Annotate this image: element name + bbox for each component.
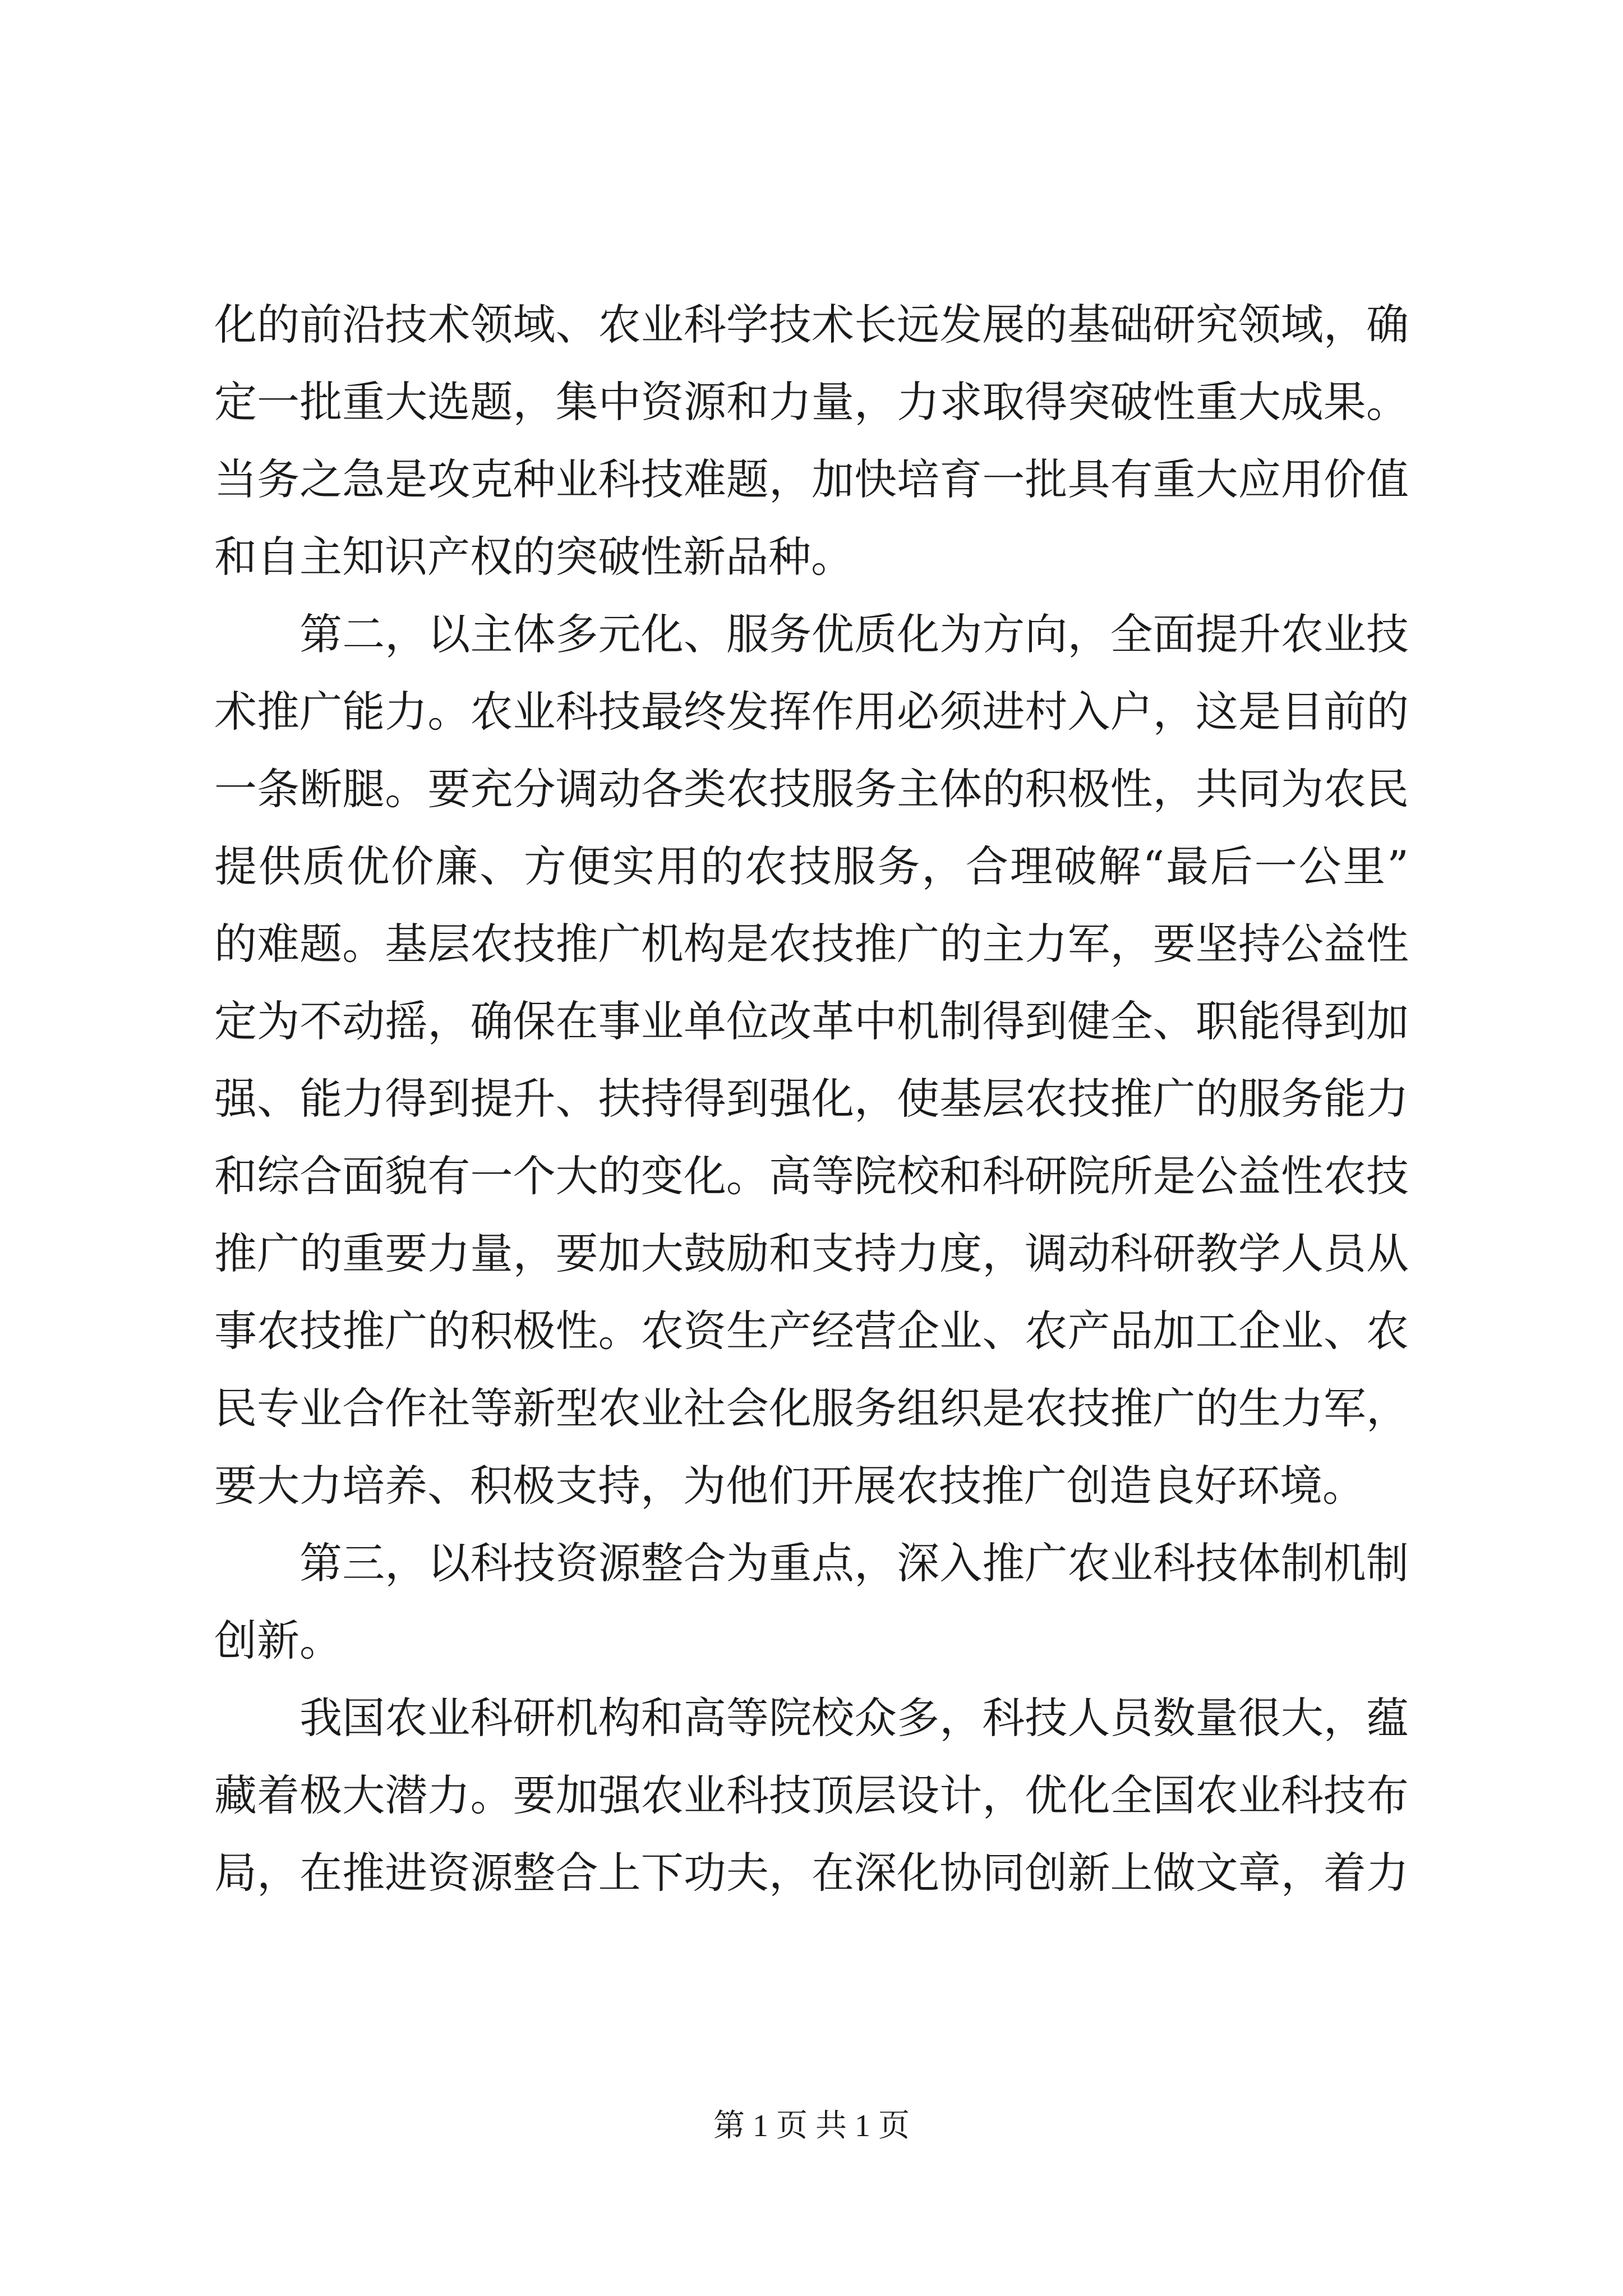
text-line: 当务之急是攻克种业科技难题，加快培育一批具有重大应用价值 [214,454,1409,504]
text-line: 和综合面貌有一个大的变化。高等院校和科研院所是公益性农技 [214,1151,1409,1201]
text-line: 第三，以科技资源整合为重点，深入推广农业科技体制机制 [214,1538,1409,1588]
text-line: 定为不动摇，确保在事业单位改革中机制得到健全、职能得到加 [214,996,1409,1046]
text-line: 和自主知识产权的突破性新品种。 [214,532,854,582]
page-number-footer: 第 1 页 共 1 页 [713,2109,910,2143]
text-line: 创新。 [214,1616,342,1665]
text-line: 事农技推广的积极性。农资生产经营企业、农产品加工企业、农 [214,1306,1409,1356]
text-line: 术推广能力。农业科技最终发挥作用必须进村入户，这是目前的 [214,687,1409,737]
text-line: 一条断腿。要充分调动各类农技服务主体的积极性，共同为农民 [214,764,1409,814]
text-line: 民专业合作社等新型农业社会化服务组织是农技推广的生力军， [214,1383,1409,1433]
document-body [214,286,1409,1912]
text-line: 强、能力得到提升、扶持得到强化，使基层农技推广的服务能力 [214,1074,1409,1124]
text-line: 要大力培养、积极支持，为他们开展农技推广创造良好环境。 [214,1461,1365,1511]
text-line: 提供质优价廉、方便实用的农技服务，合理破解“最后一公里” [214,841,1409,891]
text-line: 我国农业科研机构和高等院校众多，科技人员数量很大，蕴 [214,1693,1409,1743]
text-line: 局，在推进资源整合上下功夫，在深化协同创新上做文章，着力 [214,1848,1409,1898]
text-line: 的难题。基层农技推广机构是农技推广的主力军，要坚持公益性 [214,919,1409,969]
text-line: 藏着极大潜力。要加强农业科技顶层设计，优化全国农业科技布 [214,1770,1409,1820]
text-line: 推广的重要力量，要加大鼓励和支持力度，调动科研教学人员从 [214,1228,1409,1278]
text-line: 第二，以主体多元化、服务优质化为方向，全面提升农业技 [214,609,1409,659]
text-line: 化的前沿技术领域、农业科学技术长远发展的基础研究领域，确 [214,300,1409,349]
text-line: 定一批重大选题，集中资源和力量，力求取得突破性重大成果。 [214,377,1409,427]
